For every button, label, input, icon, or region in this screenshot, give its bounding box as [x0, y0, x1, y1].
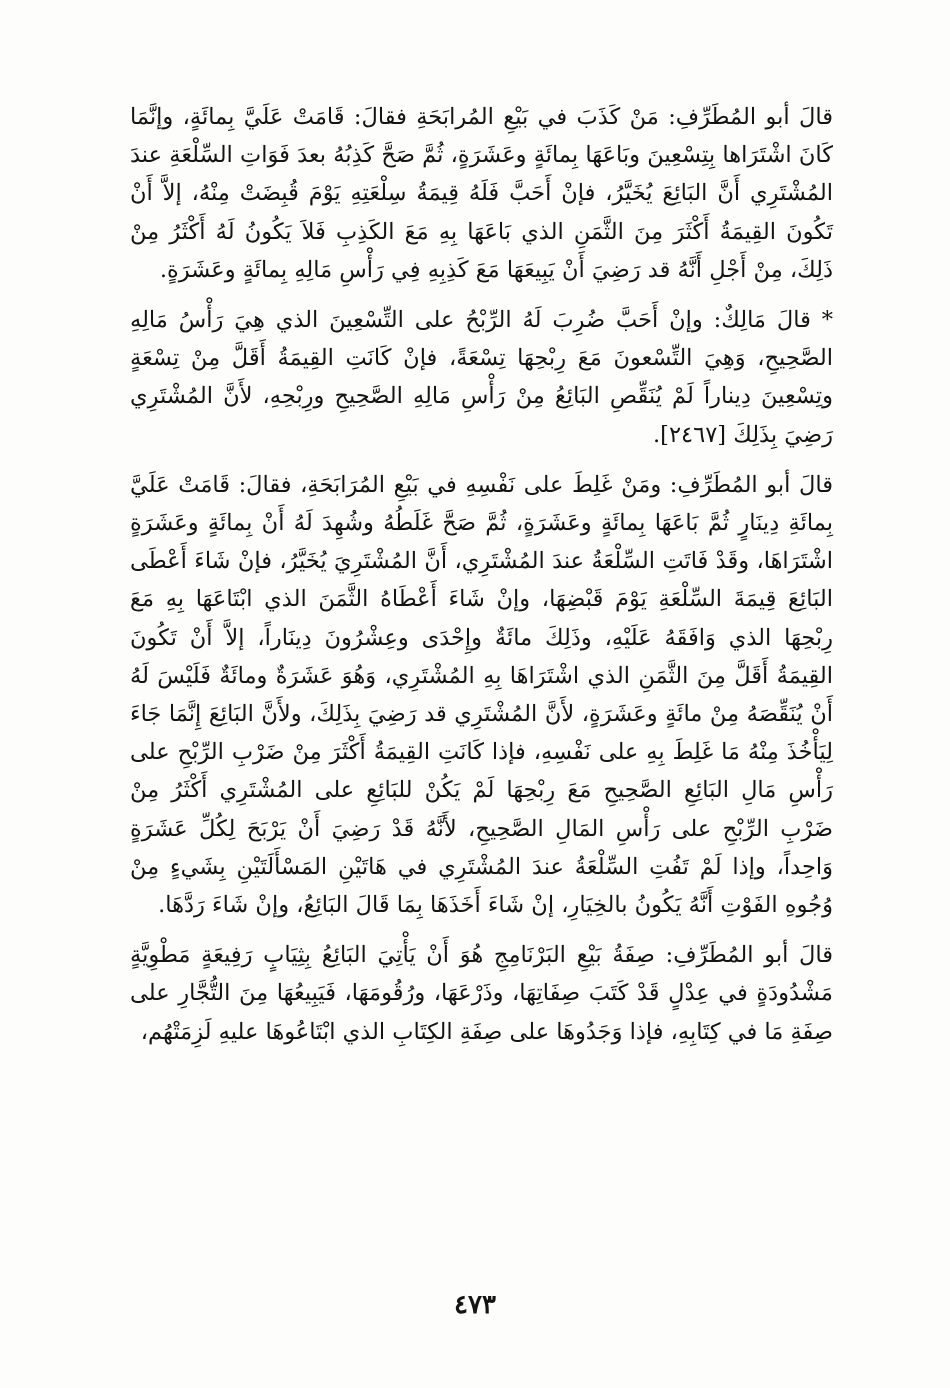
paragraph-3: قالَ أبو المُطَرِّفِ: ومَنْ غَلِطَ على نَفْسِهِ في بَيْعِ المُرَابَحَةِ، فقالَ: قَامَتْ عَلَيَّ بِمائَةِ دِينَارٍ ثُمَّ بَاعَهَا بِمائَةٍ وعَشَرَةٍ، ثُمَّ صَحَّ غَلَطُهُ وشُهِدَ لَهُ أَنْ بِمائَةٍ وعَشَرَةٍ اشْتَرَاهَا، وقَدْ فَاتَتِ السِّلْعَةُ عندَ المُشْتَرِي، أَنَّ المُشْتَرِيَ يُخَيَّرُ، فإنْ شَاءَ أَعْطَى البَائِعَ قِيمَةَ السِّلْعَةِ يَوْمَ قَبْضِهَا، وإنْ شَاءَ أَعْطَاهُ الثَّمَنَ الذي ابْتَاعَهَا بِهِ مَعَ رِبْحِهَا الذي وَافَقَهُ عَلَيْهِ، وذَلِكَ مائَةٌ وإِحْدَى وعِشْرُونَ دِينَاراً، إلاَّ أَنْ تَكُونَ القِيمَةُ أَقَلَّ مِنَ الثَّمَنِ الذي اشْتَرَاهَا بِهِ المُشْتَرِي، وَهُوَ عَشَرَةٌ ومائَةٌ فَلَيْسَ لَهُ أَنْ يُنَقِّصَهُ مِنْ مائَةٍ وعَشَرَةٍ، لأَنَّ المُشْتَرِي قد رَضِيَ بِذَلِكَ، ولأَنَّ البَائِعَ إِنَّمَا جَاءَ لِيَأْخُذَ مِنْهُ مَا غَلِطَ بِهِ على نَفْسِهِ، فإذا كَانَتِ القِيمَةُ أَكْثَرَ مِنْ ضَرْبِ الرِّبْحِ على رَأْسِ مَالِ البَائِعِ الصَّحِيحِ مَعَ رِبْحِهَا لَمْ يَكُنْ للبَائِعِ على المُشْتَرِي أَكْثَرُ مِنْ ضَرْبِ الرِّبْحِ على رَأْسِ المَالِ الصَّحِيحِ، لأَنَّهُ قَدْ رَضِيَ أَنْ يَرْبَحَ لِكُلِّ عَشَرَةٍ وَاحِداً، وإذا لَمْ تَفُتِ السِّلْعَةُ عندَ المُشْتَرِي في هَاتَيْنِ المَسْأَلَتَيْنِ بِشَيءٍ مِنْ وُجُوهِ الفَوْتِ أَنَّهُ يَكُونُ بالخِيَارِ، إنْ شَاءَ أَخَذَهَا بِمَا قَالَ البَائِعُ، وإنْ شَاءَ رَدَّهَا.: [130, 471, 833, 919]
paragraph-2: * قالَ مَالِكٌ: وإنْ أَحَبَّ ضُرِبَ لَهُ الرِّبْحُ على التِّسْعِينَ الذي هِيَ رَأْسُ مَالِهِ الصَّحِيحِ، وَهِيَ التِّسْعونَ مَعَ رِبْحِهَا تِسْعَةً، فإنْ كَانَتِ القِيمَةُ أَقَلَّ مِنْ تِسْعَةٍ وتِسْعِينَ دِيناراً لَمْ يُنَقِّصِ البَائِعُ مِنْ رَأْسِ مَالِهِ الصَّحِيحِ ورِبْحِهِ، لأَنَّ المُشْتَرِي رَضِيَ بِذَلِكَ [٢٤٦٧].: [130, 307, 833, 448]
page-number: ٤٧٣: [454, 1290, 496, 1320]
paragraph-4: قالَ أبو المُطَرِّفِ: صِفَةُ بَيْعِ البَرْنَامِجِ هُوَ أَنْ يَأْتِيَ البَائِعُ بِثِيَابٍ رَفِيعَةٍ مَطْوِيَّةٍ مَشْدُودَةٍ في عِدْلٍ قَدْ كَتَبَ صِفَاتِهَا، وذَرْعَهَا، ورُقُومَهَا، فَيَبِيعُهَا مِنَ التُّجَّارِ على صِفَةِ مَا في كِتَابِهِ، فإذا وَجَدُوهَا على صِفَةِ الكِتَابِ الذي ابْتَاعُوهَا عليهِ لَزِمَتْهُم،: [130, 942, 833, 1045]
paragraph-1: قالَ أبو المُطَرِّفِ: مَنْ كَذَبَ في بَيْعِ المُرابَحَةِ فقالَ: قَامَتْ عَلَيَّ بِمائَةٍ، وإنَّمَا كَانَ اشْتَرَاها بِتِسْعِينَ وبَاعَهَا بِمائَةٍ وعَشَرَةٍ، ثُمَّ صَحَّ كَذِبُهُ بعدَ فَوَاتِ السِّلْعَةِ عندَ المُشْتَرِي أَنَّ البَائِعَ يُخَيَّرُ، فإنْ أَحَبَّ فَلَهُ قِيمَةُ سِلْعَتِهِ يَوْمَ قُبِضَتْ مِنْهُ، إلاَّ أَنْ تَكُونَ القِيمَةُ أَكْثَرَ مِنَ الثَّمَنِ الذي بَاعَهَا بِهِ مَعَ الكَذِبِ فَلاَ يَكُونُ لَهُ أَكْثَرُ مِنْ ذَلِكَ، مِنْ أَجْلِ أَنَّهُ قد رَضِيَ أَنْ يَبِيعَهَا مَعَ كَذِبِهِ فِي رَأْسِ مَالِهِ بِمائَةٍ وعَشَرَةٍ.: [130, 104, 833, 283]
body-text: [130, 98, 833, 1063]
